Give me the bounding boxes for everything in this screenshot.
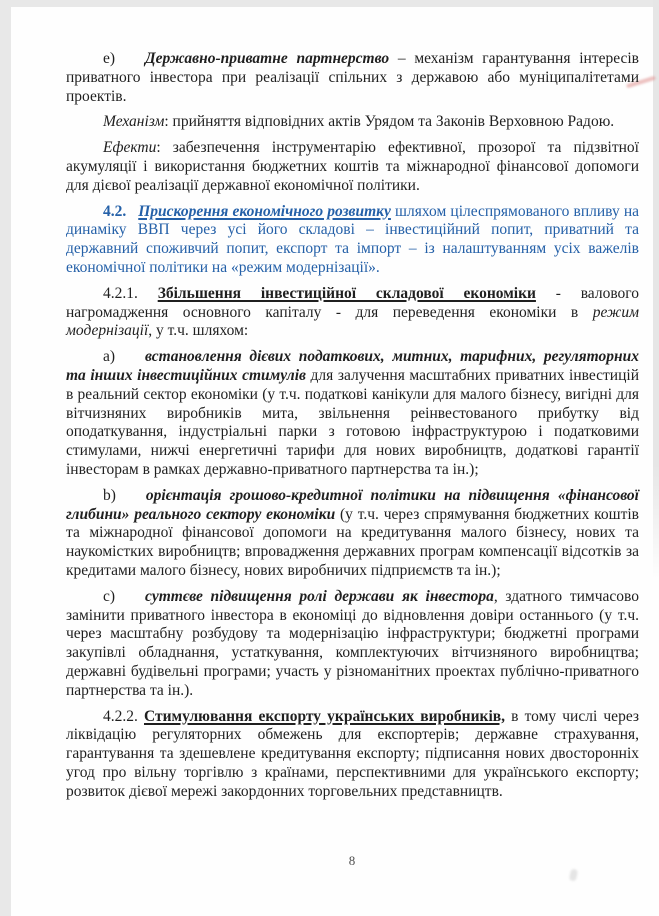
text-run: Стимулювання експорту українських виробників, <box>144 707 506 725</box>
text-run: е) <box>103 50 116 67</box>
text-run: : забезпечення інструментарію ефективної, прозорої та підзвітної акумуляції і використання бюджетних коштів та міжнародної фінансової допомоги для дієвої реалізації державної економічної політики. <box>66 139 639 194</box>
text-run: - валового нагромадження основного капіталу - для переведення економіки в <box>66 284 639 321</box>
para-section-4-2-1 <box>66 285 639 341</box>
scan-edge-top <box>0 0 659 7</box>
para-effects <box>66 139 639 195</box>
para-item-a <box>66 348 639 480</box>
text-run: c) <box>103 587 116 605</box>
text-run: Механізм <box>103 113 165 131</box>
text-run: (у т.ч. через спрямування бюджетних коштів та міжнародної фінансової допомоги на кредитування малого бізнесу, нових та наукомістких виробництв; впровадження державних програм компенсації відсотків за кредитами малого бізнесу, нових виробничих підприємств та ін.); <box>66 505 639 579</box>
scan-edge-right <box>653 0 659 580</box>
text-run: Державно-приватне партнерство <box>145 50 390 67</box>
text-run: a) <box>103 348 116 366</box>
text-run: b) <box>103 486 116 504</box>
para-mechanism <box>66 113 639 132</box>
text-run: встановлення дієвих податкових, митних, тарифних, регуляторних та інших інвестиційних стимулів <box>66 348 639 384</box>
document-body <box>66 50 639 808</box>
text-run: 4.2.2. <box>103 707 144 725</box>
text-run: в тому числі через ліквідацію регуляторних обмежень для експортерів; державне страхування, гарантування та здешевлене кредитування експорту; підписання нових двосторонніх угод про вільну торгівлю з країнами, перспективними для українського експорту; розвиток дієвої мережі закордонних торговельних представництв. <box>66 707 640 800</box>
text-run: Прискорення економічного розвитку <box>138 202 391 220</box>
text-run: суттєве підвищення ролі держави як інвестора <box>145 587 494 605</box>
text-run: Ефекти <box>103 139 157 157</box>
para-item-e-ppp <box>66 50 639 106</box>
page-number: 8 <box>348 853 357 868</box>
para-item-c <box>66 588 639 701</box>
para-section-4-2 <box>66 203 639 278</box>
text-run: – механізм гарантування інтересів приватного інвестора при реалізації спільних з державою або муніципалітетами проектів. <box>66 50 639 105</box>
text-run: орієнтація грошово-кредитної політики на підвищення «фінансової глибини» реального сектору економіки <box>66 486 639 523</box>
text-run: , у т.ч. шляхом: <box>148 322 249 340</box>
text-run: Збільшення інвестиційної складової економіки <box>157 284 536 302</box>
text-run: 4.2. <box>103 202 127 220</box>
text-run: шляхом цілеспрямованого впливу на динаміку ВВП через усі його складові – інвестиційний попит, приватний та державний споживчий попит, експорт та імпорт – із налаштуванням усіх важелів економічної політики на «режим модернізації». <box>66 202 640 276</box>
text-run: , здатного тимчасово замінити приватного інвестора в економіці до відновлення довіри останнього (у т.ч. через масштабну розбудову та модернізацію інфраструктури; бюджетні програми закупівлі обладнання, устаткування, комплектуючих вітчизняного виробництва; державні будівельні програми; участь у різноманітних проектах публічно-приватного партнерства та ін.). <box>66 587 639 699</box>
scan-edge-left <box>0 0 11 916</box>
para-section-4-2-2 <box>66 708 639 802</box>
para-item-b <box>66 487 639 581</box>
text-run: 4.2.1. <box>103 284 158 302</box>
text-run: : прийняття відповідних актів Урядом та Законів Верховною Радою. <box>164 113 615 131</box>
scan-mark-bottom-right <box>569 868 578 881</box>
text-run: режим модернізації <box>66 303 639 340</box>
text-run: для залучення масштабних приватних інвестицій в реальний сектор економіки (у т.ч. податкові канікули для малого бізнесу, вигідні для вітчизняних виробників мита, звільнення реінвестованого прибутку від оподаткування, індустріальні парки з готовою інфраструктурою і податковими стимулами, нижчі енергетичні тарифи для нових виробництв, додаткові гарантії інвесторам в рамках державно-приватного партнерства та ін.); <box>66 366 639 478</box>
